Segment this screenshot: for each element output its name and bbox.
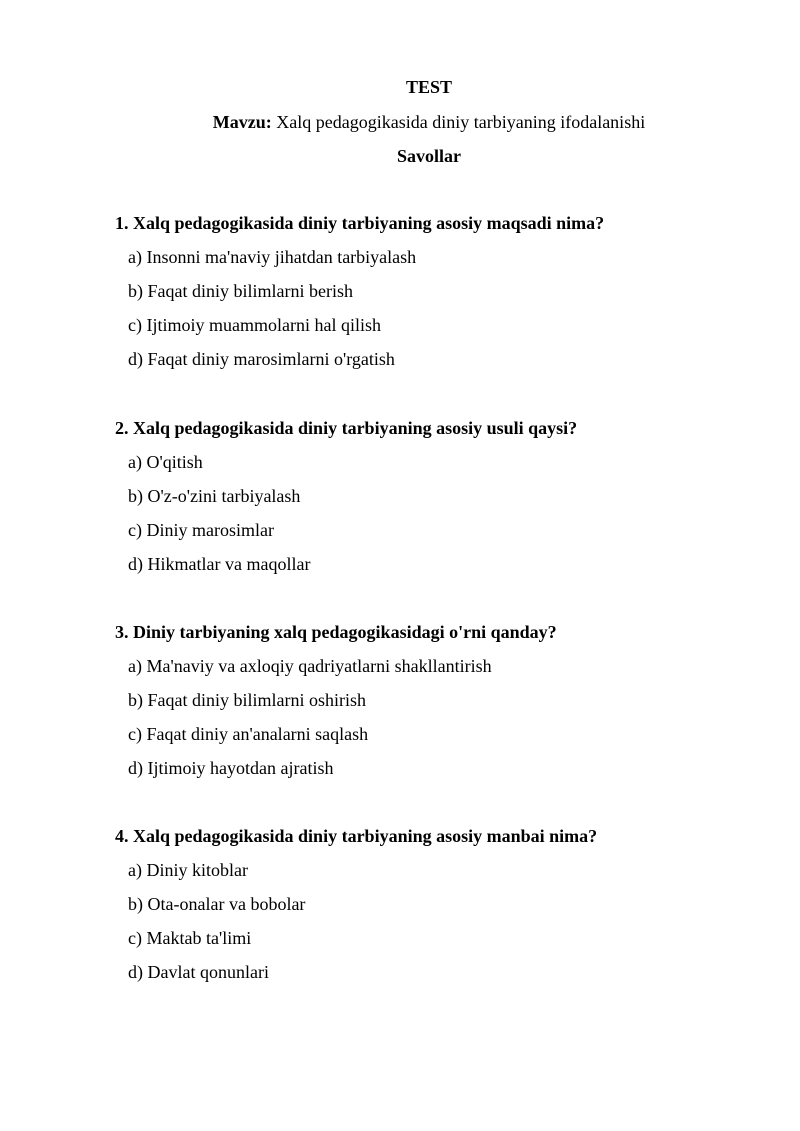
question-2-option-c: c) Diniy marosimlar bbox=[128, 520, 274, 540]
topic-text: Xalq pedagogikasida diniy tarbiyaning ifodalanishi bbox=[276, 112, 646, 132]
question-1-option-a: a) Insonni ma'naviy jihatdan tarbiyalash bbox=[128, 247, 417, 267]
question-4-option-b: b) Ota-onalar va bobolar bbox=[128, 894, 306, 914]
question-1: 1. Xalq pedagogikasida diniy tarbiyaning asosiy maqsadi nima? bbox=[115, 213, 605, 233]
question-3: 3. Diniy tarbiyaning xalq pedagogikasidagi o'rni qanday? bbox=[115, 622, 557, 642]
question-2-option-a: a) O'qitish bbox=[128, 452, 203, 472]
topic-line bbox=[0, 111, 800, 133]
question-2-option-b: b) O'z-o'zini tarbiyalash bbox=[128, 486, 301, 506]
document-title: TEST bbox=[405, 77, 453, 97]
question-3-option-d: d) Ijtimoiy hayotdan ajratish bbox=[128, 758, 334, 778]
question-2: 2. Xalq pedagogikasida diniy tarbiyaning asosiy usuli qaysi? bbox=[115, 418, 578, 438]
question-3-option-a: a) Ma'naviy va axloqiy qadriyatlarni shakllantirish bbox=[128, 656, 492, 676]
question-4-option-a: a) Diniy kitoblar bbox=[128, 860, 248, 880]
question-3-option-b: b) Faqat diniy bilimlarni oshirish bbox=[128, 690, 366, 710]
topic-label: Mavzu: bbox=[212, 112, 272, 132]
question-4-option-c: c) Maktab ta'limi bbox=[128, 928, 252, 948]
question-1-option-b: b) Faqat diniy bilimlarni berish bbox=[128, 281, 353, 301]
section-heading: Savollar bbox=[396, 146, 461, 166]
question-4-option-d: d) Davlat qonunlari bbox=[128, 962, 269, 982]
question-4: 4. Xalq pedagogikasida diniy tarbiyaning asosiy manbai nima? bbox=[115, 826, 598, 846]
question-1-option-c: c) Ijtimoiy muammolarni hal qilish bbox=[128, 315, 381, 335]
question-3-option-c: c) Faqat diniy an'analarni saqlash bbox=[128, 724, 369, 744]
question-2-option-d: d) Hikmatlar va maqollar bbox=[128, 554, 311, 574]
question-1-option-d: d) Faqat diniy marosimlarni o'rgatish bbox=[128, 349, 395, 369]
